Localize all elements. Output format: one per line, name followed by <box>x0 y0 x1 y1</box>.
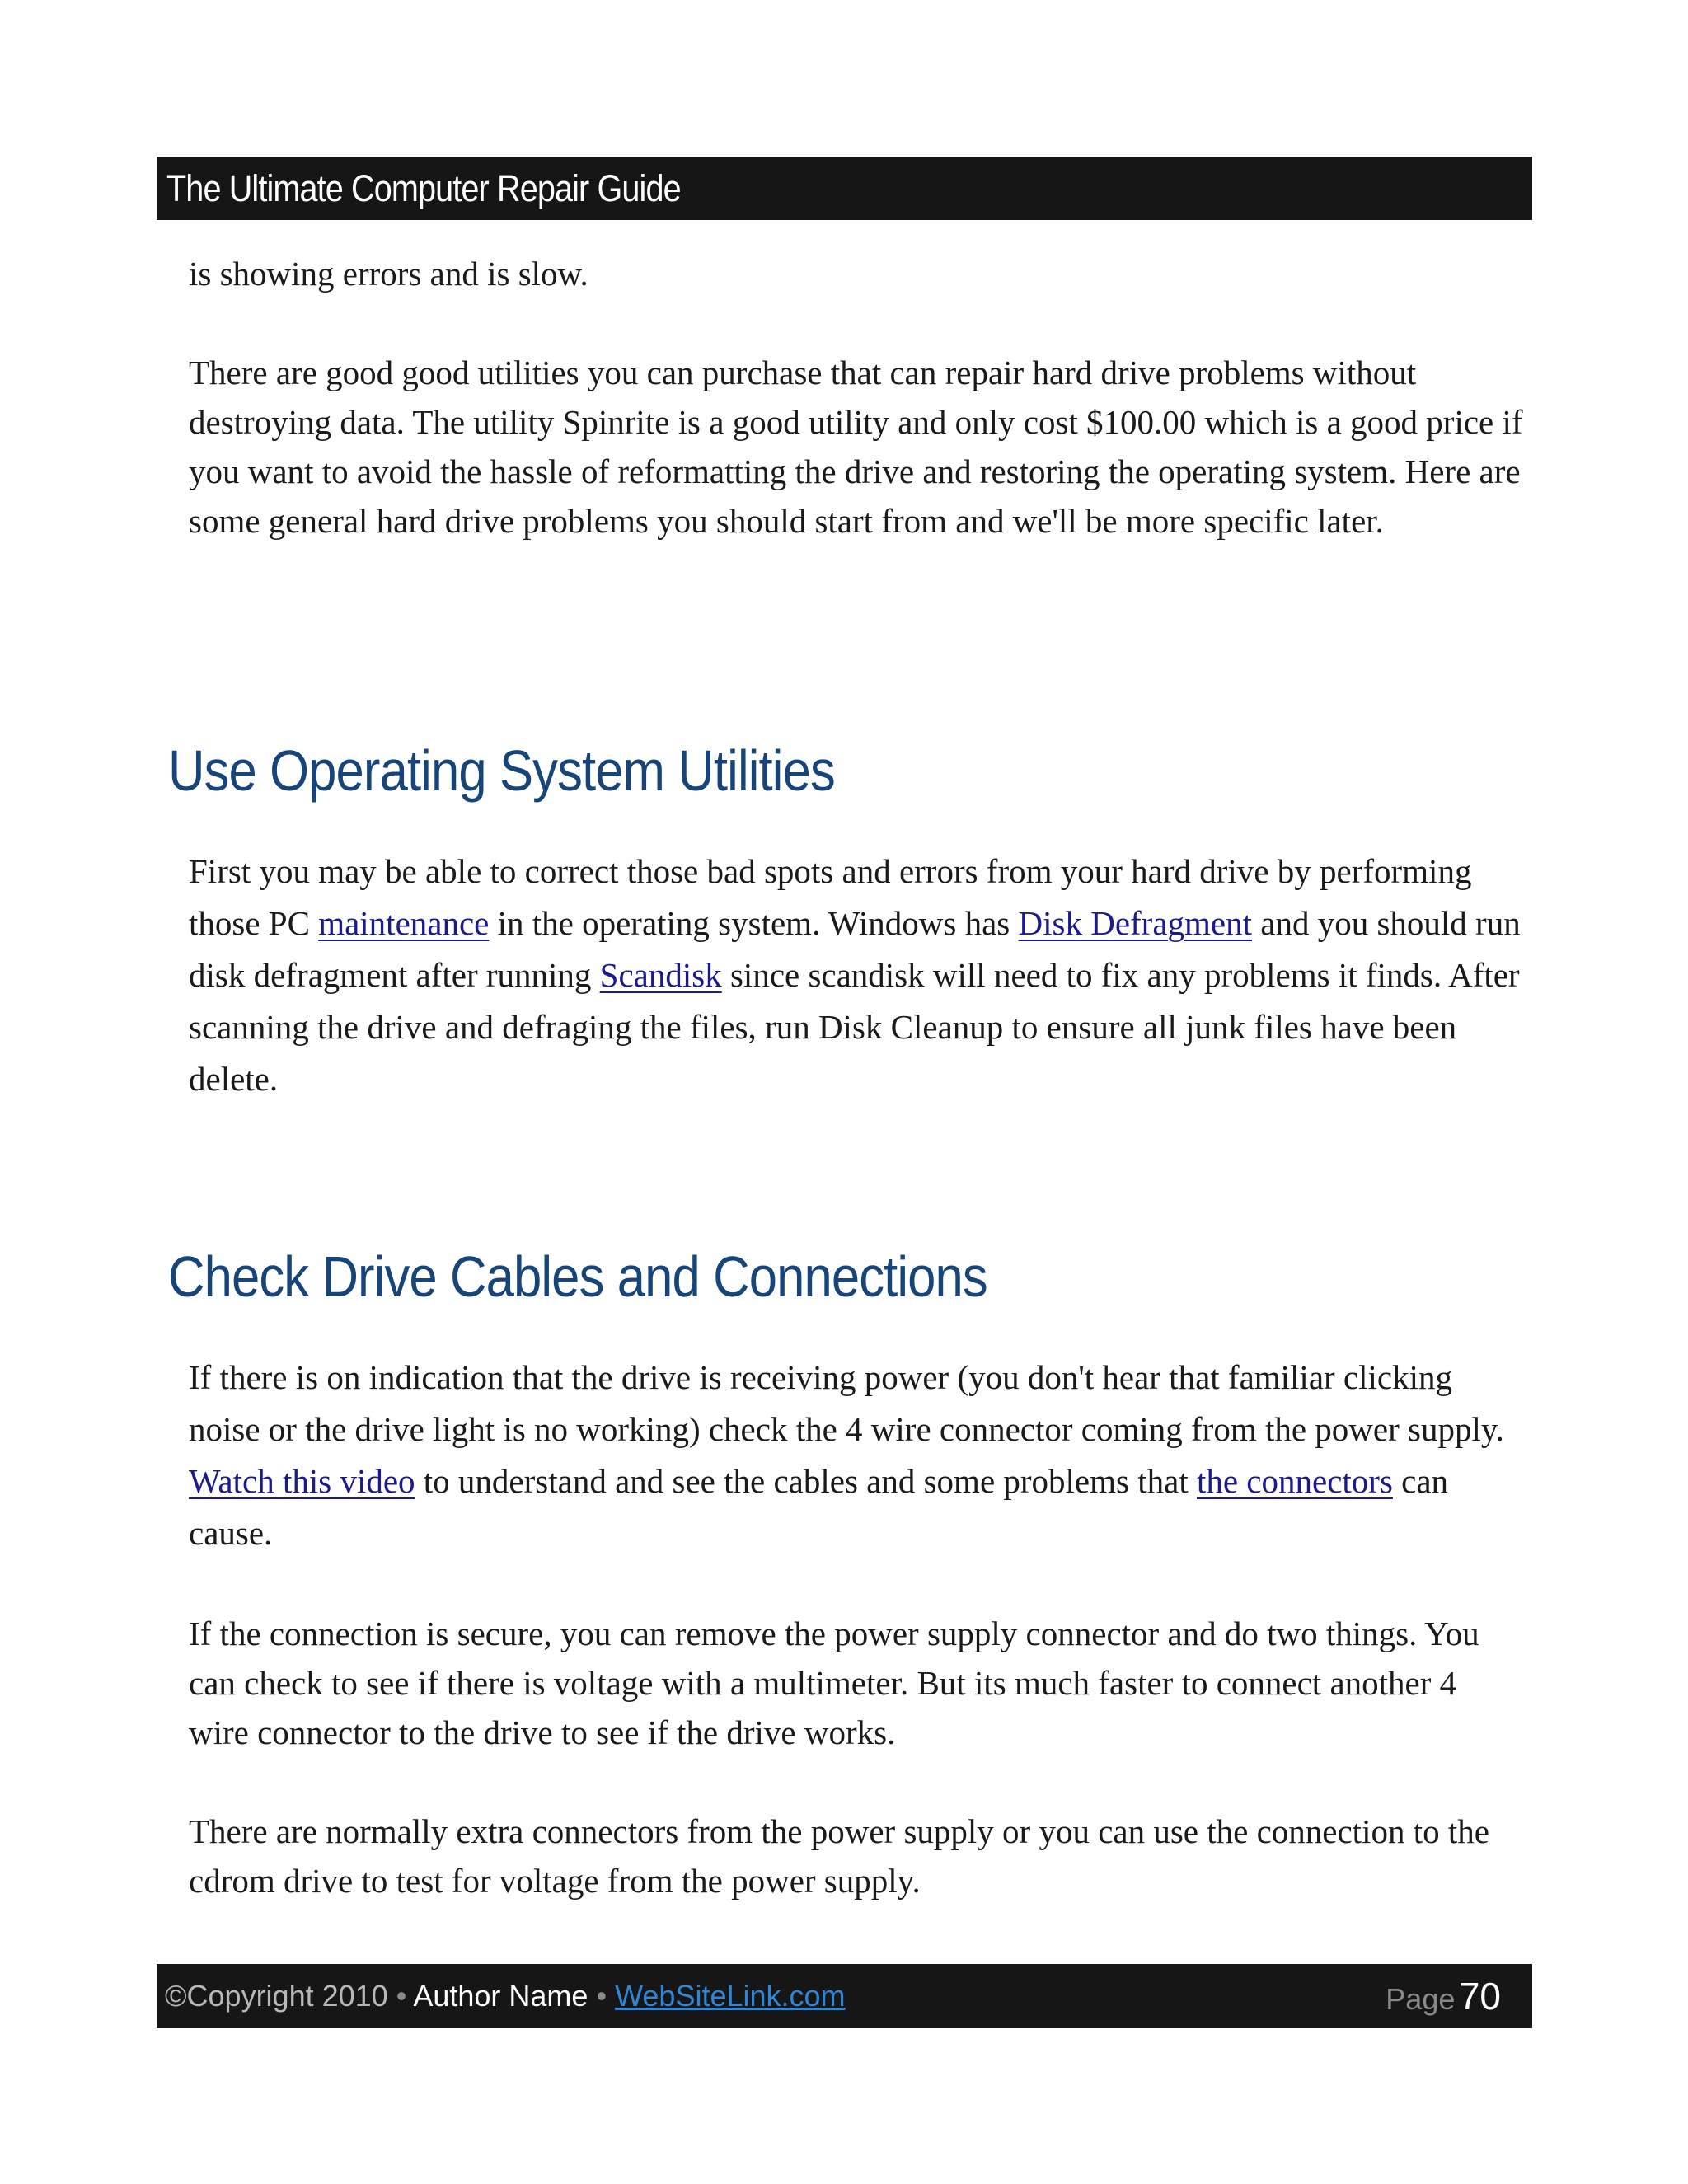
connectors-link[interactable]: the connectors <box>1196 1462 1393 1500</box>
text-run: First you may be able to correct those bad spots and errors from your hard drive by performing those PC <box>189 852 1472 942</box>
section-heading-os-utilities: Use Operating System Utilities <box>168 738 835 803</box>
page-label: Page <box>1386 1982 1456 2016</box>
copyright-text: ©Copyright 2010 <box>165 1979 388 2013</box>
footer-credits <box>165 1979 846 2013</box>
footer-bar <box>157 1964 1532 2028</box>
website-link[interactable]: WebSiteLink.com <box>615 1979 846 2013</box>
scandisk-link[interactable]: Scandisk <box>599 956 722 994</box>
text-run: If there is on indication that the drive is receiving power (you don't hear that familiar clicking noise or the drive light is no working) check the 4 wire connector coming from the power supply. <box>189 1358 1504 1448</box>
intro-paragraph-2: There are good good utilities you can purchase that can repair hard drive problems without destroying data. The utility Spinrite is a good utility and only cost $100.00 which is a good price if you want to avoid the hassle of reformatting the drive and restoring the operating system. Here are some general hard drive problems you should start from and we'll be more specific later. <box>189 354 1523 540</box>
text-run: can cause. <box>189 1462 1449 1552</box>
intro-paragraph-1: is showing errors and is slow. <box>189 255 588 293</box>
section1-paragraph <box>189 846 1524 1105</box>
author-name: Author Name <box>413 1979 588 2013</box>
section-heading-drive-cables: Check Drive Cables and Connections <box>168 1244 987 1309</box>
page-number: 70 <box>1458 1975 1501 2018</box>
disk-defragment-link[interactable]: Disk Defragment <box>1018 904 1253 942</box>
document-title: The Ultimate Computer Repair Guide <box>166 166 681 209</box>
bullet-separator: • <box>396 1979 407 2013</box>
maintenance-link[interactable]: maintenance <box>318 904 490 942</box>
text-run: to understand and see the cables and some problems that <box>415 1462 1197 1500</box>
bullet-separator: • <box>596 1979 607 2013</box>
watch-video-link[interactable]: Watch this video <box>189 1462 415 1500</box>
header-bar <box>157 157 1532 220</box>
text-run: in the operating system. Windows has <box>489 904 1019 942</box>
page-indicator <box>1386 1974 1501 2018</box>
text-run: and you should run disk defragment after running <box>189 904 1521 994</box>
text-run: since scandisk will need to fix any problems it finds. After scanning the drive and defraging the files, run Disk Cleanup to ensure all junk files have been delete. <box>189 956 1520 1098</box>
section2-paragraph-2: If the connection is secure, you can remove the power supply connector and do two things. You can check to see if there is voltage with a multimeter. But its much faster to connect another 4 wire connector to the drive to see if the drive works. <box>189 1615 1479 1751</box>
section2-paragraph-3: There are normally extra connectors from the power supply or you can use the connection to the cdrom drive to test for voltage from the power supply. <box>189 1812 1489 1900</box>
section2-paragraph-1 <box>189 1352 1524 1559</box>
